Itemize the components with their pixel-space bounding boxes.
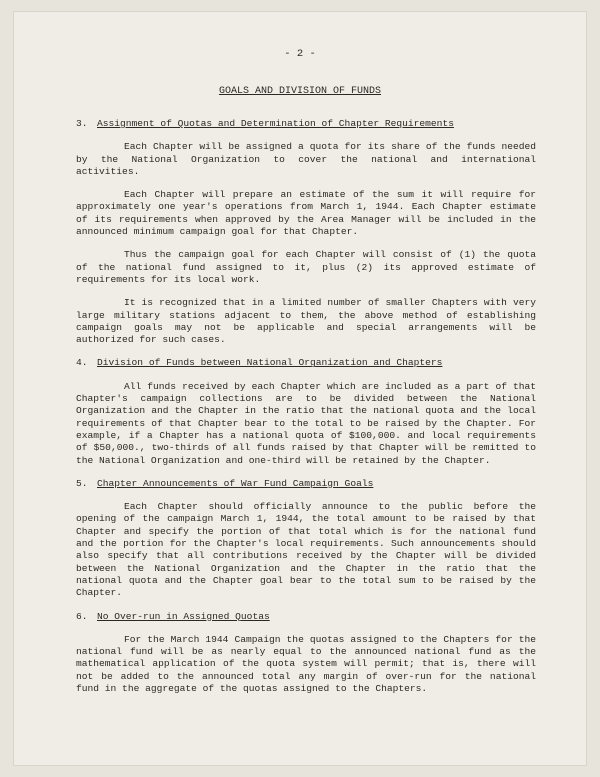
section-4: [76, 357, 536, 466]
section-number: 3.: [76, 118, 88, 129]
section-5: [76, 478, 536, 600]
section-heading: [76, 611, 536, 623]
section-number: 4.: [76, 357, 88, 369]
page-number: - 2 -: [284, 48, 316, 60]
paragraph: Each Chapter will be assigned a quota for its share of the funds needed by the National Organization to cover the national and international activities.: [76, 141, 536, 177]
section-number: 6.: [76, 610, 88, 622]
document-title-text: GOALS AND DIVISION OF FUNDS: [218, 86, 382, 97]
section-heading: [76, 478, 536, 490]
paragraph: It is recognized that in a limited number of smaller Chapters with very large military stations adjacent to them, the above method of establishing campaign goals may not be applicable and special arrangements will be authorized for such cases.: [76, 297, 536, 346]
section-title: Division of Funds between National Organization and Chapters: [97, 357, 443, 369]
section-heading: [76, 357, 536, 369]
paragraph: Each Chapter should officially announce to the public before the opening of the campaign March 1, 1944, the total amount to be raised by that Chapter and specify the portion of that total which is for the national fund and the portion for the Chapter's local requirements. Such announcements should also specify that all contributions received by the Chapter will be divided between the National Organization and the Chapter in the ratio that the national quota and the Chapter goal bear to the total sum to be raised by the Chapter.: [76, 501, 536, 599]
section-title: Chapter Announcements of War Fund Campaign Goals: [97, 477, 374, 489]
section-6: [76, 611, 536, 696]
section-3: [76, 118, 536, 346]
section-heading: [76, 118, 536, 130]
document-body: [76, 118, 536, 708]
paragraph: Thus the campaign goal for each Chapter will consist of (1) the quota of the national fund assigned to it, plus (2) its approved estimate of requirements for its local work.: [76, 249, 536, 285]
paragraph: All funds received by each Chapter which are included as a part of that Chapter's campaign collections are to be divided between the National Organization and the Chapter in the ratio that the national quota and the local requirements of that Chapter bear to the total to be raised by the Chapter. For example, if a Chapter has a national quota of $100,000. and local requirements of $50,000., two-thirds of all funds raised by that Chapter will be remitted to the National Organization and one-third will be retained by the Chapter.: [76, 380, 536, 466]
paragraph: Each Chapter will prepare an estimate of the sum it will require for approximately one year's operations from March 1, 1944. Each Chapter estimate of its requirements when approved by the Area Manager will be included in the announced minimum campaign goal for that Chapter.: [76, 189, 536, 238]
document-title: [0, 86, 600, 97]
section-title: Assignment of Quotas and Determination of Chapter Requirements: [97, 118, 454, 129]
paragraph: For the March 1944 Campaign the quotas assigned to the Chapters for the national fund will be as nearly equal to the announced national fund as the mathematical application of the quota system will permit; that is, there will not be added to the announced total any margin of over-run for the national fund in the aggregate of the quotas assigned to the Chapters.: [76, 633, 536, 694]
section-title: No Over-run in Assigned Quotas: [97, 610, 270, 622]
section-number: 5.: [76, 477, 88, 489]
